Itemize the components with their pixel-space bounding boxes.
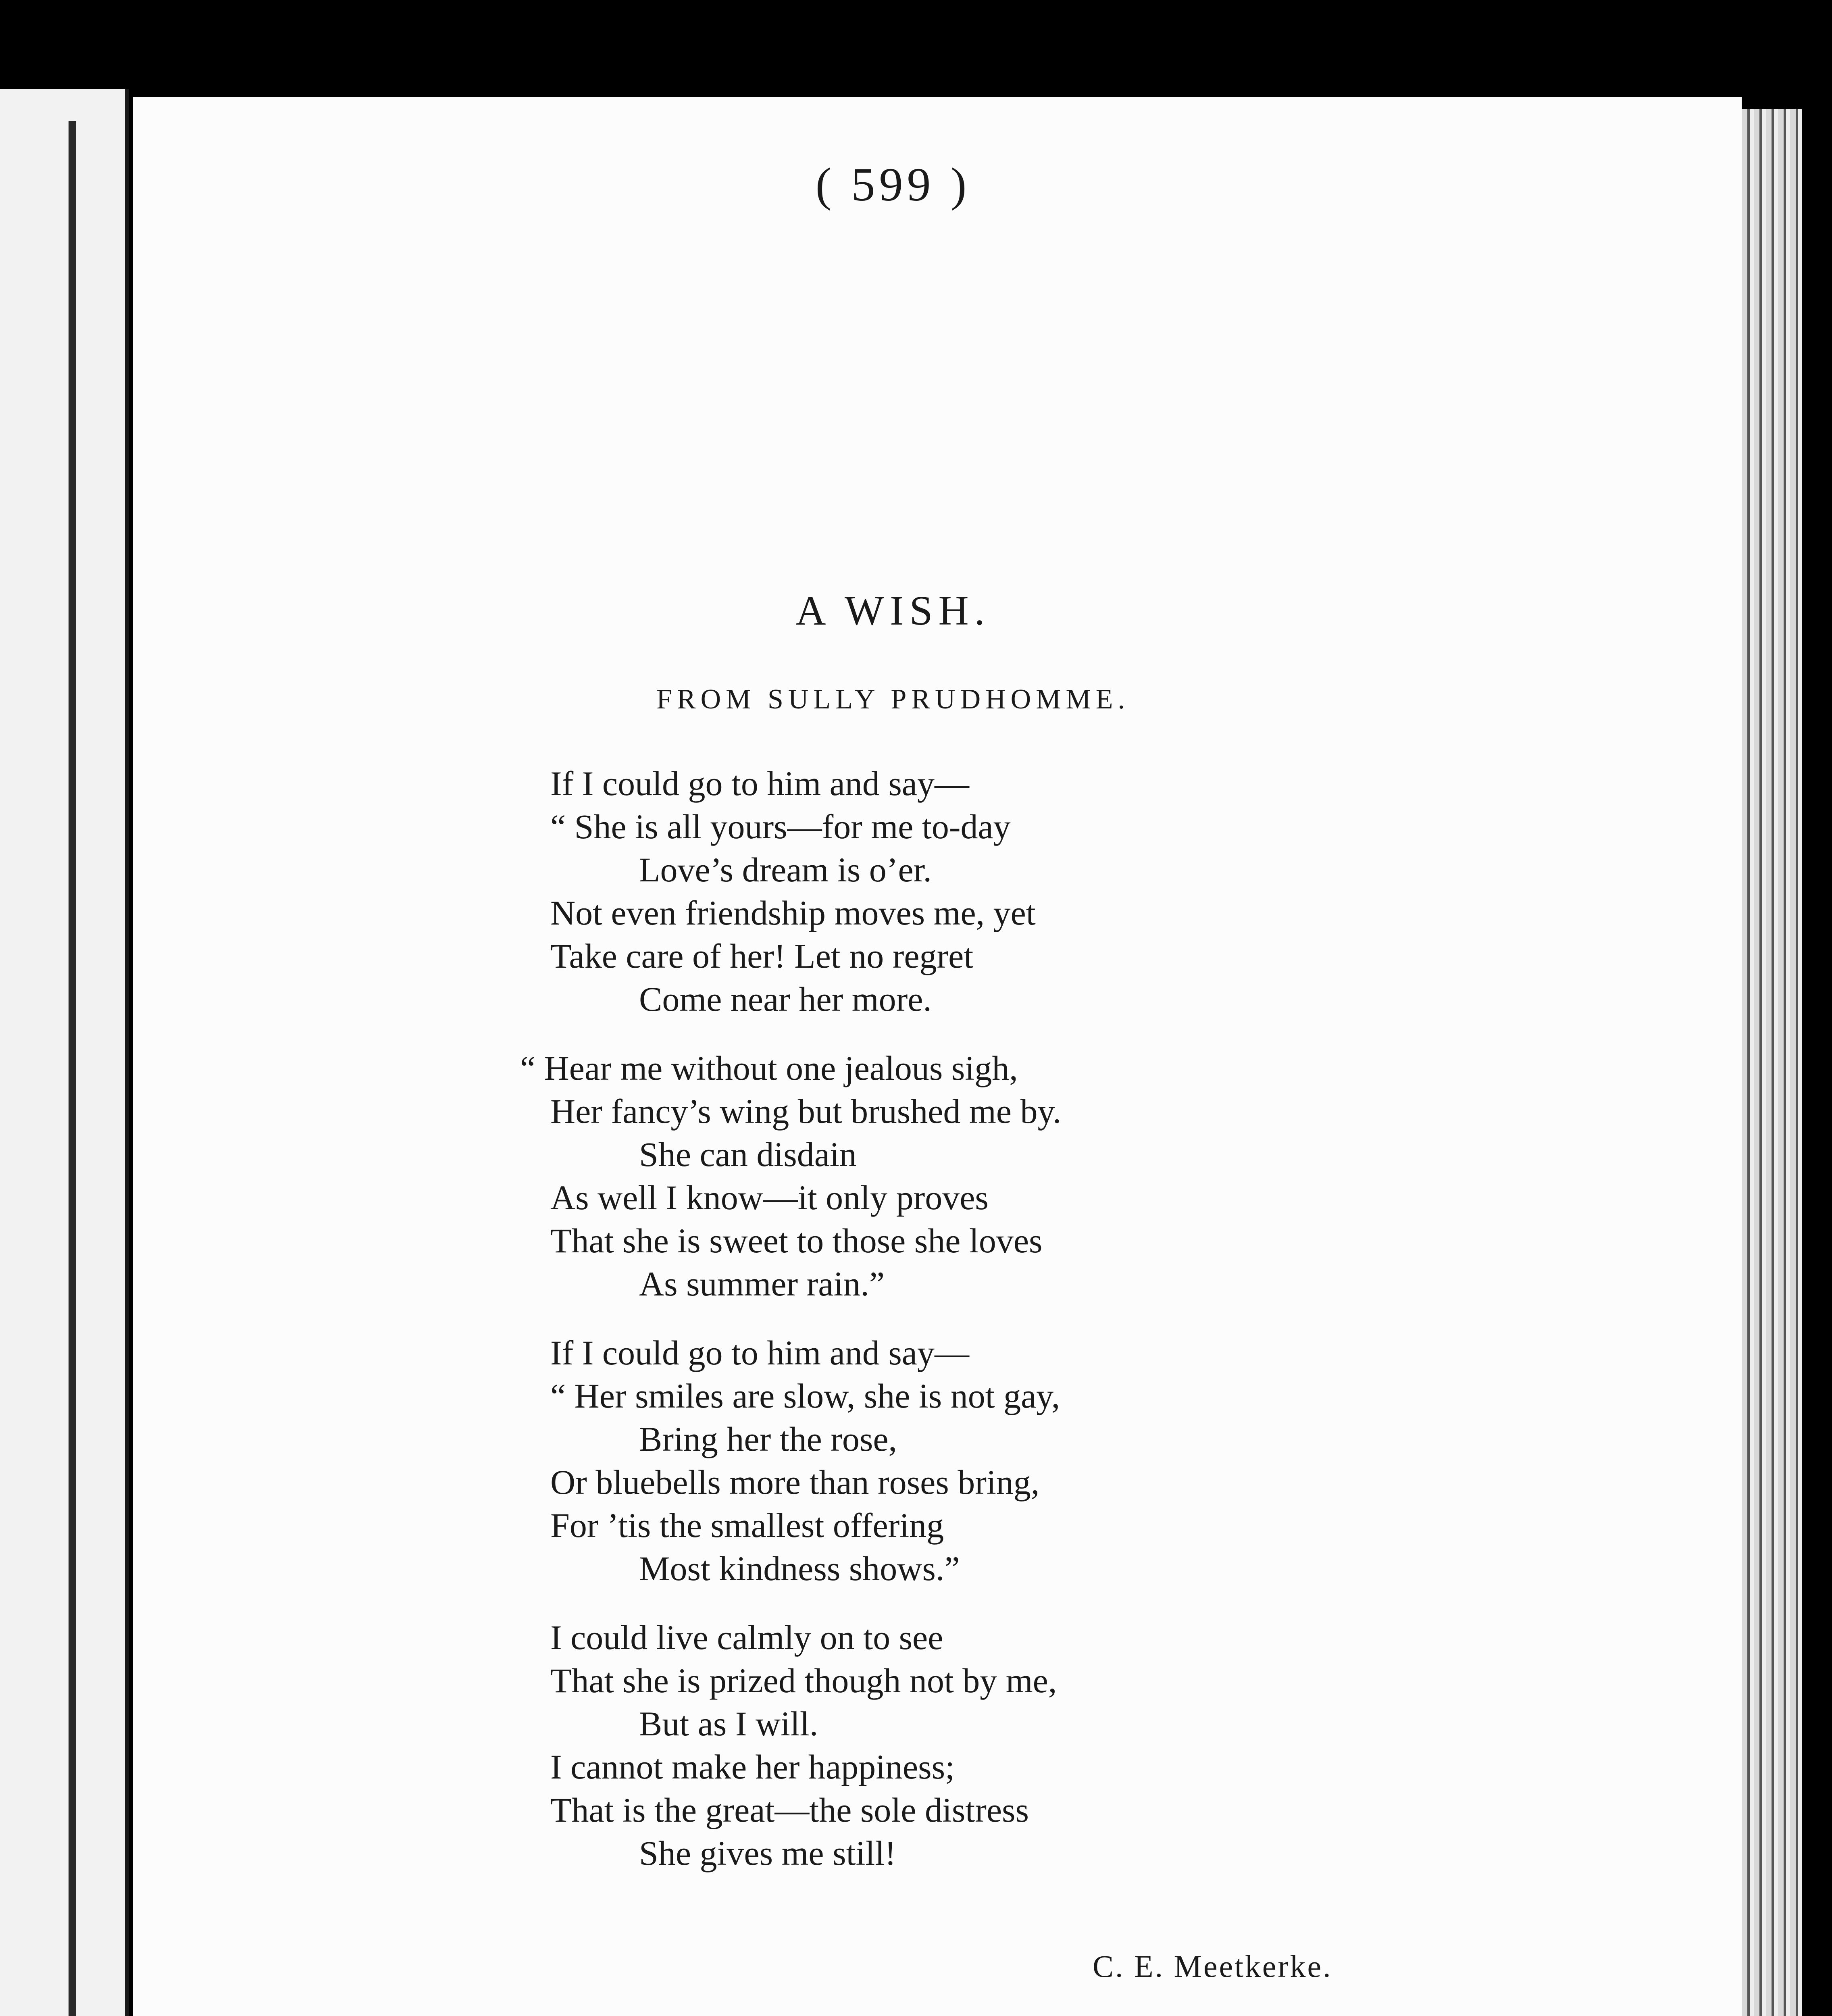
poem-line: If I could go to him and say— xyxy=(550,764,969,803)
poem-line: Or bluebells more than roses bring, xyxy=(550,1463,1040,1502)
stanza-1 xyxy=(550,762,1478,1021)
poem-line: She can disdain xyxy=(639,1135,857,1174)
poem-line: If I could go to him and say— xyxy=(550,1333,969,1372)
stanza-3 xyxy=(550,1331,1478,1590)
poem-line: Most kindness shows.” xyxy=(639,1549,960,1588)
poem-line: Come near her more. xyxy=(639,980,932,1018)
left-page-edge xyxy=(0,89,129,2016)
stanza-2 xyxy=(520,1047,1478,1306)
poem-body xyxy=(520,762,1478,1901)
poem-line: Bring her the rose, xyxy=(639,1420,897,1458)
poem-line: That is the great—the sole distress xyxy=(550,1791,1029,1829)
poem-line: But as I will. xyxy=(639,1704,818,1743)
author-signature: C. E. Meetkerke. xyxy=(1093,1949,1332,1984)
poem-line: I could live calmly on to see xyxy=(550,1618,943,1657)
poem-line: As summer rain.” xyxy=(639,1264,885,1303)
poem-line: I cannot make her happiness; xyxy=(550,1747,955,1786)
stanza-4 xyxy=(550,1616,1478,1875)
poem-line: “ Her smiles are slow, she is not gay, xyxy=(550,1377,1060,1415)
poem-line: She gives me still! xyxy=(639,1834,896,1872)
page-number: ( 599 ) xyxy=(815,158,971,211)
poem-line: Love’s dream is o’er. xyxy=(639,850,932,889)
poem-line: As well I know—it only proves xyxy=(550,1178,989,1217)
poem-subtitle: FROM SULLY PRUDHOMME. xyxy=(656,684,1130,715)
poem-line: That she is prized though not by me, xyxy=(550,1661,1057,1700)
poem-line: “ She is all yours—for me to-day xyxy=(550,807,1011,846)
poem-line: Her fancy’s wing but brushed me by. xyxy=(550,1092,1062,1131)
page-edges xyxy=(1742,109,1802,2016)
poem-line: For ’tis the smallest offering xyxy=(550,1506,944,1545)
poem-line: Not even friendship moves me, yet xyxy=(550,893,1036,932)
poem-line: That she is sweet to those she loves xyxy=(550,1221,1043,1260)
poem-line: “ Hear me without one jealous sigh, xyxy=(520,1049,1018,1087)
poem-title: A WISH. xyxy=(795,587,991,634)
poem-line: Take care of her! Let no regret xyxy=(550,937,974,975)
